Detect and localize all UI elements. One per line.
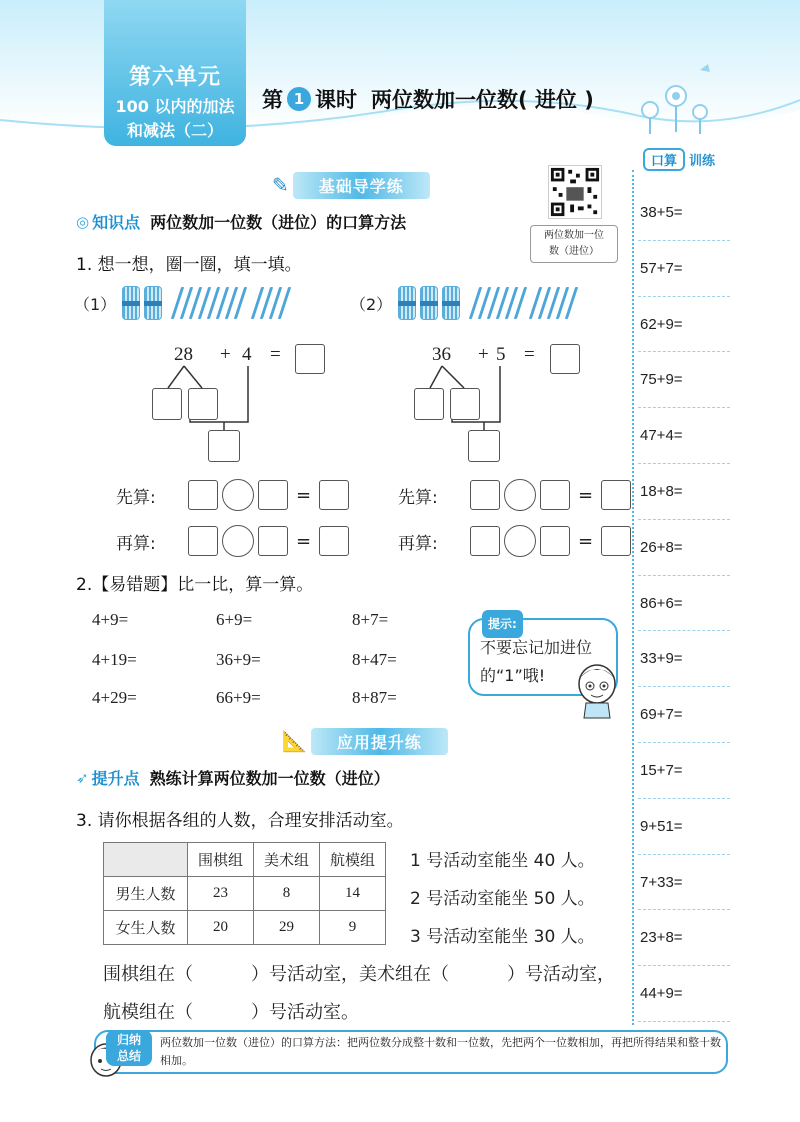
- compass-icon: ✎: [272, 173, 289, 197]
- table-row: [104, 911, 386, 945]
- answer-box[interactable]: [319, 480, 349, 510]
- answer-line-1: [103, 960, 615, 986]
- lesson-suffix: 课时: [315, 88, 357, 112]
- table-header: 美术组: [254, 843, 320, 877]
- lesson-name: 两位数加一位数( 进位 ): [371, 88, 594, 112]
- answer-box[interactable]: [295, 344, 325, 374]
- part-2-label: （2）: [350, 294, 393, 314]
- tip-line-2: 的“1”哦!: [480, 666, 546, 685]
- qr-caption: [530, 225, 618, 263]
- table-cell: 20: [188, 911, 254, 945]
- room-info: 2 号活动室能坐 50 人。: [410, 889, 595, 909]
- qr-code-icon[interactable]: [548, 165, 602, 219]
- oral-badge: 口算: [643, 148, 685, 171]
- tree-equals: =: [524, 344, 535, 365]
- oral-item[interactable]: 86+6=: [638, 576, 730, 632]
- summary-tag-line1: 归纳: [116, 1033, 141, 1047]
- stick-bundle-icon: [398, 286, 416, 320]
- then-calc-label: 再算:: [116, 533, 156, 554]
- table-cell: 8: [254, 877, 320, 911]
- exercise-item[interactable]: 4+29=: [92, 688, 137, 707]
- tip-label: 提示:: [482, 610, 523, 638]
- oral-item[interactable]: 44+9=: [638, 966, 730, 1022]
- oral-item[interactable]: 26+8=: [638, 520, 730, 576]
- section-banner-basic: [272, 172, 430, 198]
- lesson-number: 1: [287, 87, 311, 111]
- stick-bundle-icon: [442, 286, 460, 320]
- answer-box[interactable]: [258, 526, 288, 556]
- table-cell: 14: [320, 877, 386, 911]
- answer-text: ）号活动室，: [507, 964, 615, 985]
- exercise-item[interactable]: 6+9=: [216, 610, 253, 629]
- tip-line-1: 不要忘记加进位: [480, 638, 593, 657]
- equals-sign: =: [296, 484, 312, 506]
- qr-box: [530, 165, 620, 260]
- summary-tag-line2: 总结: [116, 1049, 141, 1063]
- unit-subtitle-line1: 100 以内的加法: [115, 97, 235, 116]
- exercise-item[interactable]: 66+9=: [216, 688, 261, 707]
- table-header: 航模组: [320, 843, 386, 877]
- tree-number-b: 4: [242, 344, 252, 365]
- unit-subtitle-line2: 和减法（二）: [126, 121, 223, 140]
- knowledge-point-text: 两位数加一位数（进位）的口算方法: [150, 213, 407, 232]
- oral-item[interactable]: 47+4=: [638, 408, 730, 464]
- answer-box[interactable]: [540, 526, 570, 556]
- ones-box[interactable]: [188, 388, 218, 420]
- ones-box[interactable]: [450, 388, 480, 420]
- exercise-item[interactable]: 8+87=: [352, 688, 397, 707]
- then-calc-row-1: [116, 525, 349, 557]
- tree-operator: +: [220, 344, 231, 365]
- answer-box[interactable]: [188, 526, 218, 556]
- tree-operator: +: [478, 344, 489, 365]
- oral-list: [638, 185, 730, 1022]
- oral-item[interactable]: 69+7=: [638, 687, 730, 743]
- unit-badge: [104, 0, 246, 146]
- exercise-item[interactable]: 36+9=: [216, 650, 261, 669]
- first-calc-row-2: [398, 479, 631, 511]
- rocket-icon: ➶: [76, 768, 89, 787]
- summary-tag: [106, 1030, 152, 1066]
- section-banner-advanced: [282, 728, 448, 754]
- sum-box[interactable]: [468, 430, 500, 462]
- qr-caption-line1: 两位数加一位: [544, 230, 604, 241]
- oral-item[interactable]: 57+7=: [638, 241, 730, 297]
- target-icon: ◎: [76, 212, 90, 231]
- sticks-group-1: [74, 286, 292, 320]
- answer-box[interactable]: [540, 480, 570, 510]
- room-info: 3 号活动室能坐 30 人。: [410, 927, 595, 947]
- answer-box[interactable]: [470, 526, 500, 556]
- oral-training-header: [624, 145, 734, 173]
- answer-text: 围棋组在（: [103, 964, 193, 985]
- answer-text: 航模组在（: [103, 1002, 193, 1023]
- lesson-prefix: 第: [262, 88, 283, 112]
- improvement-point-tag: 提升点: [91, 769, 140, 788]
- exercise-item[interactable]: 4+19=: [92, 650, 137, 669]
- first-calc-label: 先算:: [116, 487, 156, 508]
- answer-box[interactable]: [319, 526, 349, 556]
- unit-title: 第六单元: [128, 65, 221, 90]
- team-table: [103, 842, 386, 945]
- table-row: [104, 877, 386, 911]
- stick-bundle-icon: [122, 286, 140, 320]
- sum-box[interactable]: [208, 430, 240, 462]
- tree-number-b: 5: [496, 344, 506, 365]
- question-1-title: 1. 想一想，圈一圈，填一填。: [76, 255, 302, 275]
- knowledge-point: [76, 210, 406, 233]
- oral-item[interactable]: 62+9=: [638, 297, 730, 353]
- section-banner-label: 应用提升练: [311, 728, 448, 755]
- answer-box[interactable]: [601, 480, 631, 510]
- answer-line-2: [103, 998, 359, 1024]
- table-header: 围棋组: [188, 843, 254, 877]
- answer-box[interactable]: [188, 480, 218, 510]
- oral-item[interactable]: 18+8=: [638, 464, 730, 520]
- improvement-point-text: 熟练计算两位数加一位数（进位）: [149, 769, 390, 788]
- operator-circle[interactable]: [504, 525, 536, 557]
- equals-sign: =: [578, 530, 594, 552]
- summary-text: 两位数加一位数（进位）的口算方法：把两位数分成整十数和一位数，先把两个一位数相加，再把所得结果和整十数相加。: [160, 1036, 721, 1067]
- oral-divider: [632, 170, 634, 1025]
- stick-bundle-icon: [420, 286, 438, 320]
- room-info: 1 号活动室能坐 40 人。: [410, 851, 595, 871]
- answer-text: ）号活动室。: [251, 1002, 359, 1023]
- operator-circle[interactable]: [222, 525, 254, 557]
- answer-text: ）号活动室，美术组在（: [251, 964, 449, 985]
- first-calc-row-1: [116, 479, 349, 511]
- tree-equals: =: [270, 344, 281, 365]
- improvement-point: [76, 766, 390, 789]
- tree-number-a: 28: [174, 344, 193, 365]
- exercise-item[interactable]: 8+7=: [352, 610, 389, 629]
- oral-title: 训练: [689, 153, 716, 169]
- sticks-group-2: [350, 286, 579, 320]
- then-calc-row-2: [398, 525, 631, 557]
- oral-item[interactable]: 9+51=: [638, 799, 730, 855]
- oral-item[interactable]: 15+7=: [638, 743, 730, 799]
- answer-box[interactable]: [601, 526, 631, 556]
- exercise-item[interactable]: 4+9=: [92, 610, 129, 629]
- then-calc-label: 再算:: [398, 533, 438, 554]
- equals-sign: =: [296, 530, 312, 552]
- oral-item[interactable]: 23+8=: [638, 910, 730, 966]
- lesson-title: [262, 84, 594, 114]
- knowledge-point-tag: 知识点: [92, 213, 141, 232]
- stick-bundle-icon: [144, 286, 162, 320]
- table-row-label: 男生人数: [104, 877, 188, 911]
- tens-box[interactable]: [152, 388, 182, 420]
- equals-sign: =: [578, 484, 594, 506]
- oral-item[interactable]: 33+9=: [638, 631, 730, 687]
- tree-number-a: 36: [432, 344, 451, 365]
- oral-item[interactable]: 38+5=: [638, 185, 730, 241]
- table-cell: 23: [188, 877, 254, 911]
- first-calc-label: 先算:: [398, 487, 438, 508]
- oral-item[interactable]: 7+33=: [638, 855, 730, 911]
- ruler-icon: 📐: [282, 729, 307, 753]
- oral-item[interactable]: 75+9=: [638, 352, 730, 408]
- answer-box[interactable]: [550, 344, 580, 374]
- answer-box[interactable]: [470, 480, 500, 510]
- cartoon-boy-icon: [572, 660, 622, 720]
- qr-caption-line2: 数（进位）: [549, 246, 599, 257]
- answer-box[interactable]: [258, 480, 288, 510]
- table-corner: [104, 843, 188, 877]
- operator-circle[interactable]: [222, 479, 254, 511]
- decomposition-tree-2: [412, 344, 612, 474]
- table-cell: 9: [320, 911, 386, 945]
- tens-box[interactable]: [414, 388, 444, 420]
- part-1-label: （1）: [74, 294, 117, 314]
- exercise-item[interactable]: 8+47=: [352, 650, 397, 669]
- question-3-title: 3. 请你根据各组的人数，合理安排活动室。: [76, 811, 404, 831]
- table-header-row: [104, 843, 386, 877]
- section-banner-label: 基础导学练: [293, 172, 430, 199]
- table-cell: 29: [254, 911, 320, 945]
- decomposition-tree-1: [150, 344, 350, 474]
- operator-circle[interactable]: [504, 479, 536, 511]
- question-2-title: 2.【易错题】比一比，算一算。: [76, 575, 314, 595]
- table-row-label: 女生人数: [104, 911, 188, 945]
